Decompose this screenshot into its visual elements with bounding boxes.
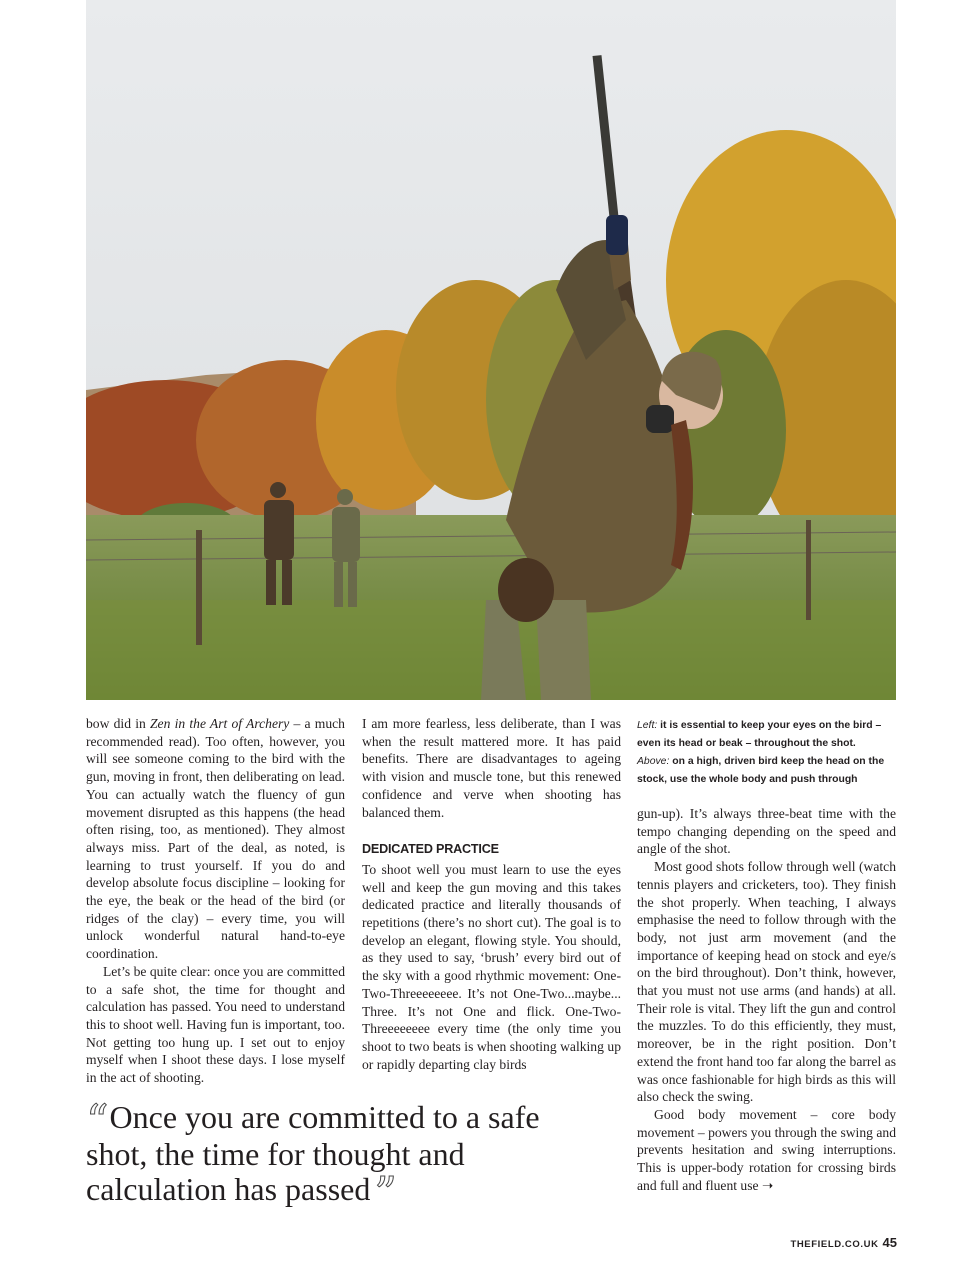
site-name: THEFIELD.CO.UK [790, 1239, 879, 1250]
article-column-3 [637, 805, 896, 1194]
pull-quote-text: Once you are committed to a safe shot, the time for thought and calculation has passed [86, 1099, 540, 1207]
body-paragraph: Let’s be quite clear: once you are committed to a safe shot, the time for thought and calculation has passed. You need to understand this to shoot well. Having fun is important, too. Not getting too hung up. I set out to enjoy myself when I shoot these days. I lose myself in the act of shooting. [86, 963, 345, 1086]
body-paragraph [86, 715, 345, 963]
article-column-2 [362, 715, 621, 1073]
close-quote-icon: ” [374, 1168, 392, 1219]
photo-caption [637, 717, 899, 789]
page-footer [790, 1234, 897, 1252]
body-paragraph: Good body movement – core body movement – powers you through the swing and prevents hesitation and swing interruptions. This is upper-body rotation for crossing birds and full and fluent use ➝ [637, 1106, 896, 1193]
body-paragraph: To shoot well you must learn to use the eyes well and keep the gun moving and this takes dedicated practice and literally thousands of repetitions (there’s no short cut). The goal is to develop an elegant, flowing style. You should, as they used to say, ‘brush’ every bird out of the sky with a good rhythmic movement: One-Two-Threeeeeeee. It’s not One-Two...maybe... Three. It’s not One and flick. One-Two-Threeeeeeee every time (the only time you shoot to two beats is when shooting walking up or rapidly departing clay birds [362, 861, 621, 1072]
woman-shooting-upward-photo [86, 0, 896, 700]
section-subheading: DEDICATED PRACTICE [362, 842, 499, 857]
body-paragraph: Most good shots follow through well (watch tennis players and cricketers, too). They finish the shot properly. When teaching, I always emphasise the need to follow through with the body, not just arm movement (and the importance of keeping head on stock and eye/s on the bird throughout). Don’t think, however, that you must not use arms (and hands) at all. Their role is vital. They lift the gun and control the muzzles. To do this efficiently, they must, moreover, be in the right position. Don’t extend the front hand too far along the barrel as was once fashionable for high birds as this will also check the swing. [637, 859, 896, 1105]
caption-above [637, 753, 899, 789]
hero-photo [86, 0, 896, 700]
caption-text: on a high, driven bird keep the head on the stock, use the whole body and push through [637, 756, 885, 785]
pull-quote [86, 1096, 606, 1219]
caption-label: Left: [637, 720, 658, 731]
caption-label: Above: [637, 756, 670, 767]
body-paragraph: I am more fearless, less deliberate, than I was when the result mattered more. It has paid benefits. There are disadvantages to ageing with vision and muscle tone, but this renewed confidence and verve when shooting has balanced them. [362, 716, 621, 820]
caption-text: it is essential to keep your eyes on the bird – even its head or beak – throughout the shot. [637, 720, 882, 749]
open-quote-icon: “ [86, 1096, 104, 1147]
caption-left [637, 717, 899, 753]
body-text: – a much recommended read). Too often, however, you will see someone coming to the bird with the gun, moving in front, then deliberating on lead. You can actually watch the fluency of gun movement disrupted as this happens (the head often rising, too, as mentioned). They almost always miss. Part of the deal, as noted, is learning to trust yourself. If you do and develop absolute focus discipline – looking for the eye, the beak or the head of the bird (or ridges of the clay) – every time, you will unlock wonderful natural hand-to-eye coordination. [86, 716, 345, 962]
book-title: Zen in the Art of Archery [149, 716, 290, 731]
body-text: bow did in [86, 716, 150, 731]
body-paragraph: gun-up). It’s always three-beat time with the tempo changing depending on the speed and angle of the shot. [637, 806, 896, 857]
page-number: 45 [882, 1235, 897, 1250]
article-column-1 [86, 715, 345, 1087]
